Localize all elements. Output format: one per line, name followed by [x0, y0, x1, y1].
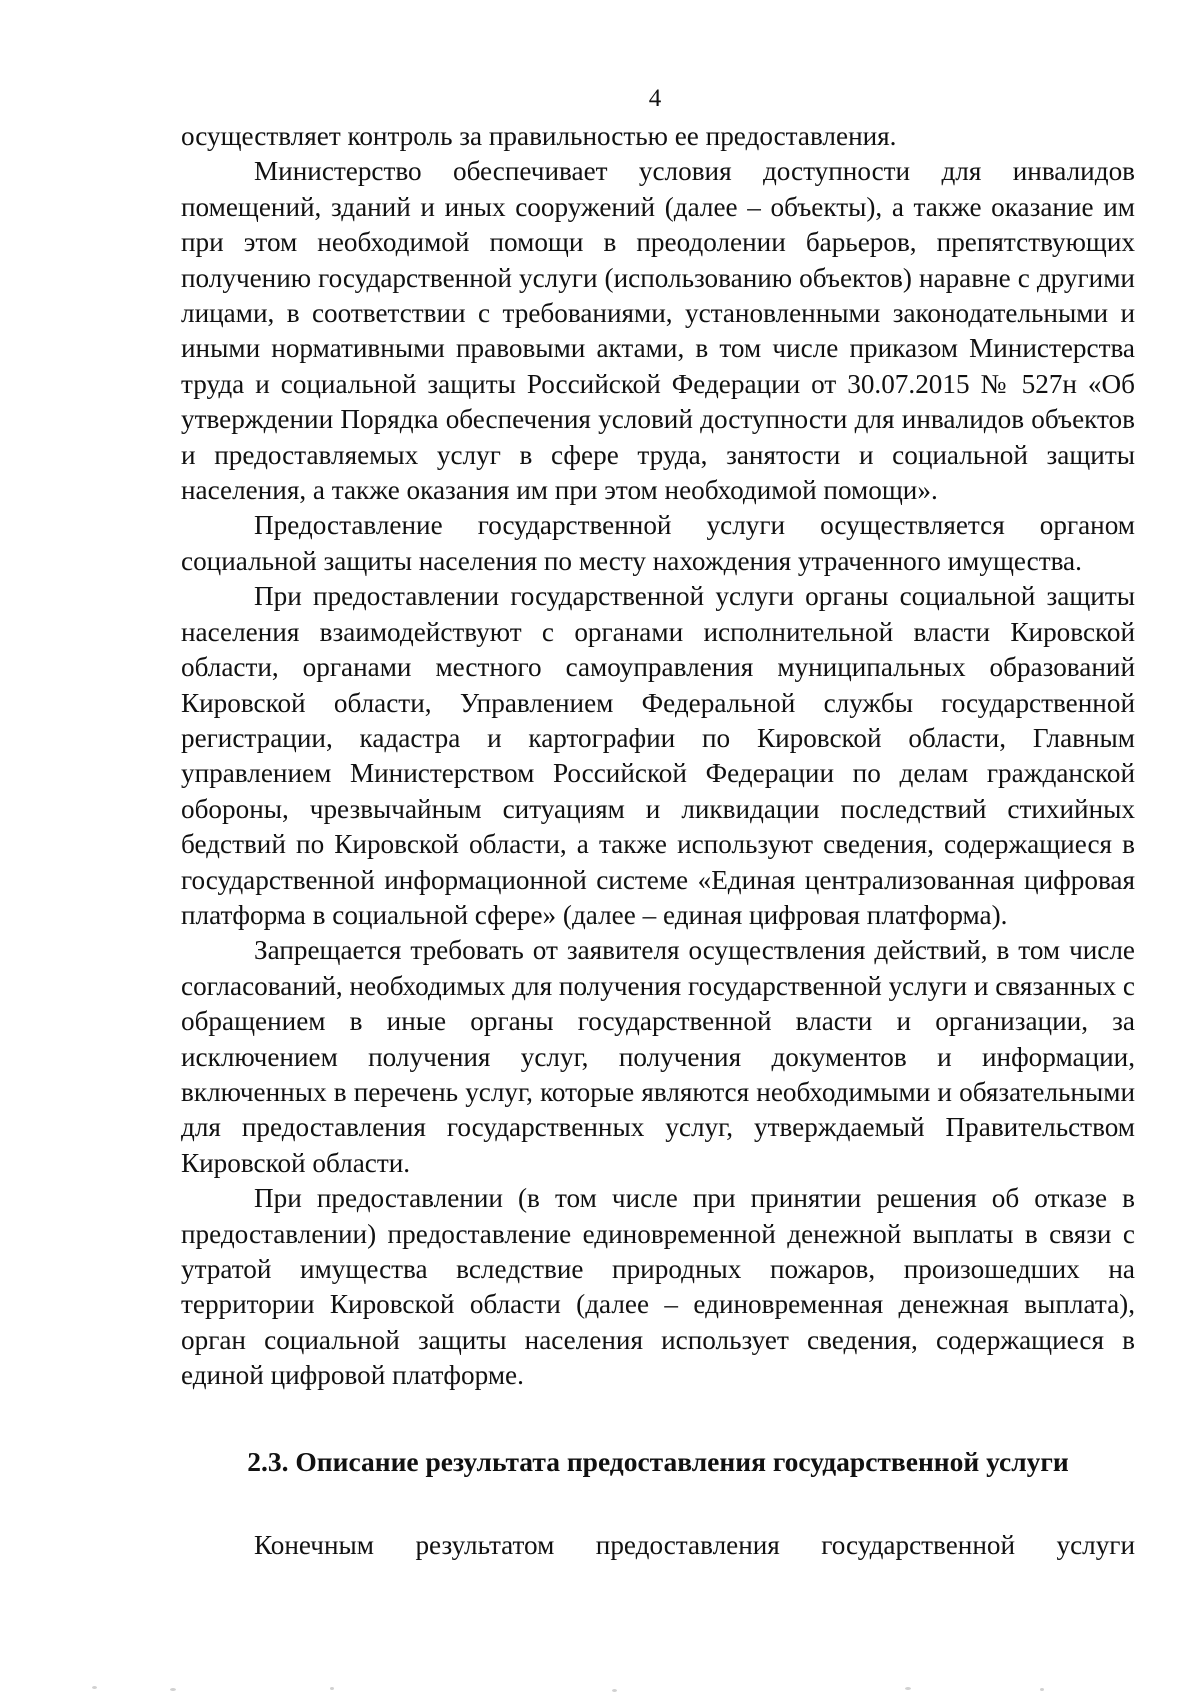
paragraph-prohibition: Запрещается требовать от заявителя осуществления действий, в том числе согласований, необходимых для получения государственной услуги и связанных с обращением в иные органы государственной власти и организации, за исключением получения услуг, получения документов и информации, включенных в перечень услуг, которые являются необходимыми и обязательными для предоставления государственных услуг, утверждаемый Правительством Кировской области. [181, 935, 1135, 1178]
scan-speck [1040, 1688, 1044, 1691]
scan-speck [92, 1686, 97, 1689]
paragraph-interaction: При предоставлении государственной услуги органы социальной защиты населения взаимодействуют с органами исполнительной власти Кировской области, органами местного самоуправления муниципальных образований Кировской области, Управлением Федеральной службы государственной регистрации, кадастра и картографии по Кировской области, Главным управлением Министерством Российской Федерации по делам гражданской обороны, чрезвычайным ситуациям и ликвидации последствий стихийных бедствий по Кировской области, а также используют сведения, содержащиеся в государственной информационной системе «Единая централизованная цифровая платформа в социальной сфере» (далее – единая цифровая платформа). [181, 581, 1135, 930]
paragraph-digital-platform: При предоставлении (в том числе при принятии решения об отказе в предоставлении) предоставление единовременной денежной выплаты в связи с утратой имущества вследствие природных пожаров, произошедших на территории Кировской области (далее – единовременная денежная выплата), орган социальной защиты населения использует сведения, содержащиеся в единой цифровой платформе. [181, 1183, 1135, 1391]
section-heading: 2.3. Описание результата предоставления государственной услуги [247, 1445, 1069, 1477]
paragraph-result-start: Конечным результатом предоставления государственной услуги [254, 1529, 1135, 1560]
document-body [181, 119, 1135, 1563]
scan-speck [170, 1688, 176, 1691]
paragraph-accessibility: Министерство обеспечивает условия доступности для инвалидов помещений, зданий и иных сооружений (далее – объекты), а также оказание им при этом необходимой помощи в преодолении барьеров, препятствующих получению государственной услуги (использованию объектов) наравне с другими лицами, в соответствии с требованиями, установленными законодательными и иными нормативными правовыми актами, в том числе приказом Министерства труда и социальной защиты Российской Федерации от 30.07.2015 № 527н «Об утверждении Порядка обеспечения условий доступности для инвалидов объектов и предоставляемых услуг в сфере труда, занятости и социальной защиты населения, а также оказания им при этом необходимой помощи». [181, 156, 1135, 506]
paragraph-continuation: осуществляет контроль за правильностью ее предоставления. [181, 121, 897, 151]
page-number: 4 [648, 85, 662, 112]
scan-speck [612, 1689, 617, 1692]
paragraph-provider: Предоставление государственной услуги осуществляется органом социальной защиты населения по месту нахождения утраченного имущества. [181, 510, 1135, 576]
scan-speck [905, 1687, 911, 1690]
scan-speck [330, 1687, 334, 1690]
